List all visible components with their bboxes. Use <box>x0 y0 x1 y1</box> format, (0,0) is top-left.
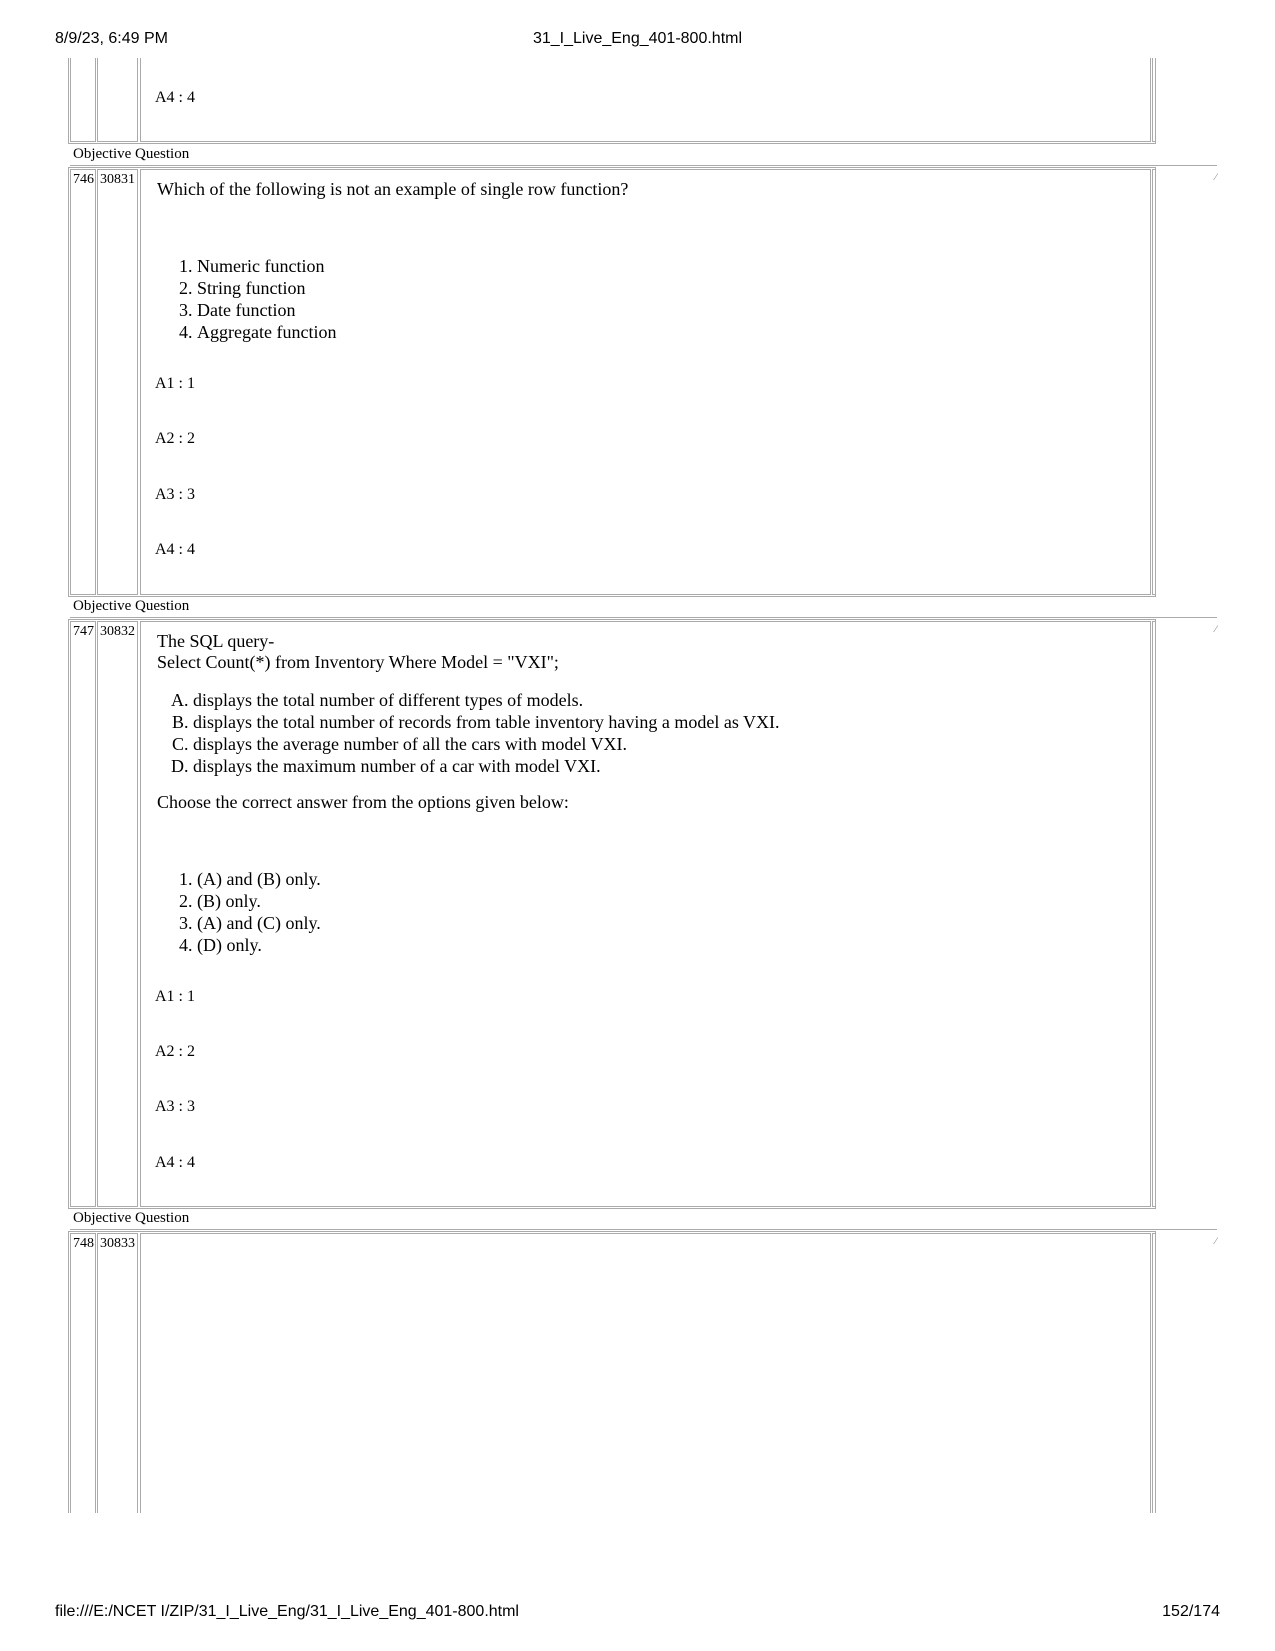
option-list <box>157 868 321 956</box>
section-label: Objective Question <box>73 1210 190 1226</box>
option-1: 1. Numeric function <box>197 255 336 277</box>
section-label: Objective Question <box>73 598 190 614</box>
edge-marker: ⁄ <box>1215 172 1217 182</box>
answer-1: A1 : 1 <box>155 988 195 1005</box>
statement-b: B. displays the total number of records from table inventory having a model as VXI. <box>193 711 780 733</box>
answer-4: A4 : 4 <box>155 541 195 558</box>
page-number: 152/174 <box>1162 1603 1220 1620</box>
question-number: 747 <box>70 621 96 1207</box>
answer-3: A3 : 3 <box>155 1098 195 1115</box>
divider <box>70 165 1217 166</box>
option-4: 4. (D) only. <box>197 934 321 956</box>
question-line-1: The SQL query- <box>157 631 275 651</box>
prev-num-cell <box>70 58 96 142</box>
option-2: 2. String function <box>197 277 336 299</box>
question-edge-cell <box>1152 1233 1156 1513</box>
answer-4: A4 : 4 <box>155 89 195 106</box>
option-1: 1. (A) and (B) only. <box>197 868 321 890</box>
answer-4: A4 : 4 <box>155 1154 195 1171</box>
answer-3: A3 : 3 <box>155 486 195 503</box>
answer-2: A2 : 2 <box>155 1043 195 1060</box>
edge-marker: ⁄ <box>1215 624 1217 634</box>
answer-2: A2 : 2 <box>155 430 195 447</box>
statement-list <box>157 689 780 777</box>
edge-marker: ⁄ <box>1215 1236 1217 1246</box>
prev-id-cell <box>97 58 138 142</box>
question-prompt: Choose the correct answer from the options given below: <box>157 792 569 812</box>
option-4: 4. Aggregate function <box>197 321 336 343</box>
option-3: 3. (A) and (C) only. <box>197 912 321 934</box>
question-id: 30832 <box>97 621 138 1207</box>
question-text: Which of the following is not an example of single row function? <box>157 179 629 199</box>
question-number: 748 <box>70 1233 96 1513</box>
print-file-path: file:///E:/NCET I/ZIP/31_I_Live_Eng/31_I_Live_Eng_401-800.html <box>55 1603 519 1620</box>
question-edge-cell <box>1152 169 1156 595</box>
statement-d: D. displays the maximum number of a car with model VXI. <box>193 755 780 777</box>
statement-c: C. displays the average number of all the cars with model VXI. <box>193 733 780 755</box>
question-content-cell <box>140 169 1151 595</box>
prev-content-cell <box>140 58 1151 142</box>
question-line-2: Select Count(*) from Inventory Where Model = "VXI"; <box>157 652 559 672</box>
answer-1: A1 : 1 <box>155 375 195 392</box>
question-edge-cell <box>1152 621 1156 1207</box>
option-3: 3. Date function <box>197 299 336 321</box>
section-label: Objective Question <box>73 146 190 162</box>
question-id: 30833 <box>97 1233 138 1513</box>
option-list <box>157 255 336 343</box>
question-id: 30831 <box>97 169 138 595</box>
question-content-cell <box>140 1233 1151 1513</box>
statement-a: A. displays the total number of different types of models. <box>193 689 780 711</box>
prev-edge-cell <box>1152 58 1156 142</box>
question-number: 746 <box>70 169 96 595</box>
option-2: 2. (B) only. <box>197 890 321 912</box>
divider <box>70 617 1217 618</box>
print-title: 31_I_Live_Eng_401-800.html <box>532 30 743 47</box>
print-date: 8/9/23, 6:49 PM <box>55 30 168 47</box>
divider <box>70 1229 1217 1230</box>
